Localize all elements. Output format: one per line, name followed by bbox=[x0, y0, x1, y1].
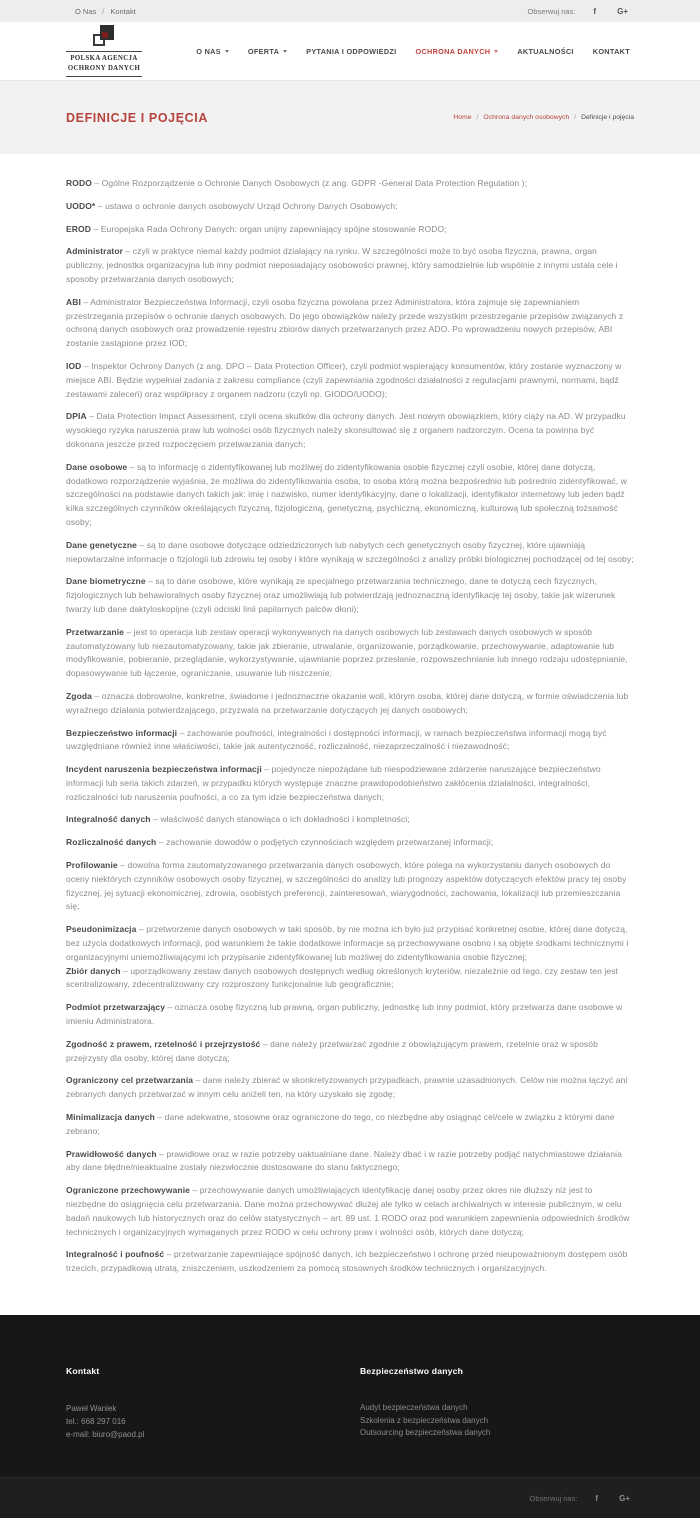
definition-paragraph bbox=[66, 626, 634, 681]
definition-text: – Inspektor Ochrony Danych (z ang. DPO – Data Protection Officer), czyli podmiot wspierający konsumentów, który zostanie wyznaczony w miejsce ABI. Będzie wypełniał zadania z zakresu compliance (czyli zapewniania zgodności działalności z regulacjami prawnymi, normami, bądź zestawami zaleceń) oraz współpracy z organem nadzoru (czyli np. GIODO/UODO); bbox=[66, 360, 622, 399]
definition-paragraph bbox=[66, 177, 634, 191]
definition-term: Administrator bbox=[66, 246, 124, 257]
definition-paragraph bbox=[66, 360, 634, 401]
topbar-link[interactable]: / Kontakt bbox=[96, 7, 136, 16]
definition-paragraph bbox=[66, 965, 634, 993]
chevron-down-icon bbox=[225, 50, 229, 53]
social-icons bbox=[593, 7, 628, 16]
definition-paragraph bbox=[66, 539, 634, 567]
definition-text: – oznacza osobę fizyczną lub prawną, organ publiczny, jednostkę lub inny podmiot, który przetwarza dane osobowe w imieniu Administratora. bbox=[66, 1002, 623, 1027]
definition-term: Rozliczalność danych bbox=[66, 837, 157, 848]
definition-term: Przetwarzanie bbox=[66, 626, 124, 637]
definition-paragraph bbox=[66, 461, 634, 530]
follow-label: Obserwuj nas: bbox=[527, 6, 576, 16]
definition-paragraph bbox=[66, 763, 634, 804]
definition-text: – czyli w praktyce niemal każdy podmiot działający na rynku. W szczególności może to być osoba fizyczna, prawna, organ publiczny, jednostka organizacyjna lub inny podmiot nieposiadający osobowości prawnej, który samodzielnie lub wspólnie z innymi ustala cele i sposoby przetwarzania danych osobowych; bbox=[66, 246, 618, 284]
definition-text: – przechowywanie danych umożliwiających identyfikację danej osoby przez okres nie dłuższy niż jest to niezbędne do osiągnięcia celu przetwarzania. Dane można przechowywać dłużej ale tylko w celach archiwalnych w interesie publicznym, w celu badań naukowych lub historycznych oraz do celów statystycznych – art. 89 ust. 1 RODO oraz pod warunkiem zapewnienia odpowiednich środków technicznych i organizacyjnych wymaganych przez RODO w celu ochrony praw i wolności osób, których dane dotyczą; bbox=[66, 1185, 630, 1237]
definition-term: Bezpieczeństwo informacji bbox=[66, 727, 178, 738]
footer-service-link[interactable]: Audyt bezpieczeństwa danych bbox=[360, 1403, 468, 1412]
definition-paragraph bbox=[66, 690, 634, 718]
follow-us bbox=[527, 7, 628, 16]
logo-mark-icon bbox=[91, 25, 117, 49]
definition-term: Profilowanie bbox=[66, 860, 118, 871]
logo-text-line2: OCHRONY DANYCH bbox=[67, 65, 141, 72]
definition-paragraph bbox=[66, 410, 634, 451]
footer-contact-column bbox=[66, 1366, 360, 1441]
chevron-down-icon bbox=[494, 50, 498, 53]
breadcrumb-item[interactable]: / Ochrona danych osobowych bbox=[472, 114, 570, 121]
definition-paragraph bbox=[66, 813, 634, 827]
definition-text: – są to dane osobowe, które wynikają ze specjalnego przetwarzania technicznego, dane te dotyczą cech fizycznych, fizjologicznych lub behawioralnych osoby fizycznej oraz umożliwiają lub potwierdzają jednoznaczną identyfikację tej osoby, takie jak wizerunek twarzy lub dane daktyloskopijne (czyli odciski linii papilarnych palców dłoni); bbox=[66, 576, 616, 614]
logo-text-line1: POLSKA AGENCJA bbox=[70, 55, 138, 63]
main-nav bbox=[196, 47, 630, 56]
definition-text: – dane adekwatne, stosowne oraz ograniczone do tego, co niezbędne aby osiągnąć cel/cele w związku z którymi dane zebrano; bbox=[66, 1112, 615, 1136]
footer-services-column bbox=[360, 1366, 634, 1441]
definition-term: Dane biometryczne bbox=[66, 576, 146, 587]
definitions-content bbox=[0, 154, 700, 1315]
site-footer bbox=[0, 1315, 700, 1477]
nav-item[interactable] bbox=[196, 47, 229, 56]
definition-text: – właściwość danych stanowiąca o ich dokładności i kompletności; bbox=[153, 814, 410, 825]
definition-text: – przetworzenie danych osobowych w taki sposób, by nie można ich było już przypisać konkretnej osobie, której dane dotyczą, bez użycia dodatkowych informacji, pod warunkiem że takie dodatkowe informacje są przechowywane osobno i są objęte środkami technicznymi i organizacyjnymi uniemożliwiającymi ich przypisanie zidentyfikowanej lub możliwej do zidentyfikowania osobie fizycznej; bbox=[66, 924, 629, 962]
nav-item[interactable] bbox=[593, 47, 630, 56]
definition-paragraph bbox=[66, 200, 634, 214]
definition-paragraph bbox=[66, 859, 634, 914]
definition-term: EROD bbox=[66, 223, 91, 234]
google-plus-icon[interactable]: G+ bbox=[617, 6, 628, 16]
definition-paragraph bbox=[66, 923, 634, 964]
definition-term: UODO* bbox=[66, 200, 96, 211]
site-header bbox=[0, 22, 700, 81]
definition-paragraph bbox=[66, 575, 634, 616]
definition-text: – zachowanie poufności, integralności i dostępności informacji, w ramach bezpieczeństwa informacji mogą być uwzględniane również inne właściwości, takie jak autentyczność, rozliczalność, niezaprzeczalność i niezawodność; bbox=[66, 727, 607, 752]
bottom-follow-label: Obserwuj nas: bbox=[529, 1493, 578, 1503]
footer-service-link[interactable]: Outsourcing bezpieczeństwa danych bbox=[360, 1428, 491, 1437]
nav-item[interactable] bbox=[517, 47, 573, 56]
nav-item-label: O NAS bbox=[196, 46, 221, 56]
definition-paragraph bbox=[66, 245, 634, 286]
nav-item[interactable] bbox=[248, 47, 287, 56]
chevron-down-icon bbox=[283, 50, 287, 53]
nav-item-label: KONTAKT bbox=[592, 46, 630, 56]
definition-term: Dane osobowe bbox=[66, 461, 128, 472]
definition-term: Incydent naruszenia bezpieczeństwa informacji bbox=[66, 764, 262, 775]
definition-text: – pojedyncze niepożądane lub niespodziewane zdarzenie naruszające bezpieczeństwo informacji lub seria takich zdarzeń, w przypadku których występuje znaczne prawdopodobieństwo zakłócenia działalności, integralności, rozliczalności lub naruszenia poufności, a co za tym idzie bezpieczeństwa danych; bbox=[66, 764, 601, 802]
logo-red-square bbox=[102, 32, 108, 38]
definition-paragraph bbox=[66, 1184, 634, 1239]
contact-name: Paweł Waniek bbox=[66, 1404, 117, 1413]
facebook-icon[interactable]: f bbox=[595, 1493, 599, 1503]
contact-email[interactable]: e-mail: biuro@paod.pl bbox=[66, 1430, 145, 1439]
definition-text: – dowolna forma zautomatyzowanego przetwarzania danych osobowych, które polega na wykorzystaniu danych osobowych do oceny niektórych czynników osobowych osoby fizycznej, w szczególności do analizy lub prognozy aspektów dotyczących efektów pracy tej osoby fizycznej, jej sytuacji ekonomicznej, zdrowia, osobistych preferencji, zainteresowań, wiarygodności, zachowania, lokalizacji lub przemieszczania się; bbox=[66, 860, 627, 912]
definition-term: Ograniczone przechowywanie bbox=[66, 1185, 190, 1196]
definition-text: – przetwarzanie zapewniające spójność danych, ich bezpieczeństwo i ochronę przed nieupoważnionym dostępem osób trzecich, przypadkową utratą, zniszczeniem, uszkodzeniem za pomocą stosownych środków technicznych i organizacyjnych. bbox=[66, 1249, 628, 1274]
top-bar bbox=[0, 0, 700, 22]
definition-text: – Data Protection Impact Assessment, czyli ocena skutków dla ochrony danych. Jest nowym obowiązkiem, który ciąży na AD. W przypadku wysokiego ryzyka naruszenia praw lub wolności osób fizycznych należy skonsultować się z organem nadzorczym. Ocena ta powinna być dokonana jeszcze przed rozpoczęciem przetwarzania danych; bbox=[66, 411, 626, 449]
site-logo[interactable] bbox=[66, 25, 142, 77]
definition-term: Integralność danych bbox=[66, 814, 151, 825]
breadcrumb bbox=[453, 114, 634, 121]
definition-text: – jest to operacja lub zestaw operacji wykonywanych na danych osobowych lub zestawach danych osobowych w sposób zautomatyzowany lub niezautomatyzowany, takie jak zbieranie, utrwalanie, organizowanie, porządkowanie, przechowywanie, adaptowanie lub modyfikowanie, pobieranie, przeglądanie, wykorzystywanie, ujawnianie poprzez przesłanie, rozpowszechnianie lub innego rodzaju udostępnianie, dopasowywanie lub łączenie, ograniczanie, usuwanie lub niszczenie; bbox=[66, 626, 628, 679]
nav-item-label: AKTUALNOŚCI bbox=[517, 46, 574, 56]
definition-text: – ustawa o ochronie danych osobowych/ Urząd Ochrony Danych Osobowych; bbox=[97, 200, 398, 211]
definition-paragraph bbox=[66, 1074, 634, 1102]
definition-term: ABI bbox=[66, 296, 81, 307]
facebook-icon[interactable]: f bbox=[593, 6, 597, 16]
breadcrumb-item[interactable]: / Definicje i pojęcia bbox=[569, 114, 634, 121]
definition-paragraph bbox=[66, 1038, 634, 1066]
topbar-links bbox=[75, 7, 136, 16]
definition-text: – są to informację o zidentyfikowanej lub możliwej do zidentyfikowania osobie fizycznej czyli osobie, której dane dotyczą, dodatkowo rozporządzenie wyjaśnia, że możliwa do zidentyfikowania osoba, to osoba którą można bezpośrednio lub pośrednio zidentyfikować, w szczególności na podstawie danych takich jak: imię i nazwisko, numer identyfikacyjny, dane o lokalizacji, identyfikator internetowy lub jeden bądź kilka szczególnych czynników określających fizyczną, fizjologiczną, genetyczną, psychiczną, ekonomiczną, kulturową lub społeczną tożsamość osoby; bbox=[66, 461, 627, 527]
nav-item[interactable] bbox=[306, 47, 396, 56]
footer-service-link[interactable]: Szkolenia z bezpieczeństwa danych bbox=[360, 1415, 489, 1425]
definition-term: Zgoda bbox=[66, 690, 92, 701]
definition-text: – Administrator Bezpieczeństwa Informacji, czyli osoba fizyczna powołana przez Administratora, która zajmuje się zapewnianiem przestrzegania przepisów o ochronie danych osobowych. Do jego obowiązków należy przede wszystkim przestrzeganie przepisów związanych z ochroną danych osobowych oraz prowadzenie rejestru zbiorów danych przetwarzanych przez ADO. Po wprowadzeniu nowych przepisów, ABI zostanie zastąpione przez IOD; bbox=[66, 296, 624, 349]
page-title: DEFINICJE I POJĘCIA bbox=[66, 110, 208, 125]
definition-term: Ograniczony cel przetwarzania bbox=[66, 1075, 194, 1086]
definition-text: – Europejska Rada Ochrony Danych: organ unijny zapewniający spójne stosowanie RODO; bbox=[93, 223, 447, 234]
definition-paragraph bbox=[66, 1248, 634, 1276]
definition-term: IOD bbox=[66, 360, 82, 371]
google-plus-icon[interactable]: G+ bbox=[619, 1493, 630, 1503]
definition-paragraph bbox=[66, 836, 634, 850]
definition-paragraph bbox=[66, 727, 634, 755]
definition-term: Prawidłowość danych bbox=[66, 1148, 157, 1159]
nav-item-label: OCHRONA DANYCH bbox=[415, 46, 491, 56]
definition-term: Podmiot przetwarzający bbox=[66, 1002, 166, 1013]
definition-text: – są to dane osobowe dotyczące odziedziczonych lub nabytych cech genetycznych osoby fizycznej, które ujawniają niepowtarzalne informacje o fizjologii lub zdrowiu tej osoby i które wynikają w szczególności z analizy próbki biologicznej pochodzącej od tej osoby; bbox=[66, 539, 634, 564]
bottom-bar bbox=[0, 1477, 700, 1518]
definition-term: Zbiór danych bbox=[66, 965, 121, 976]
footer-service-links bbox=[360, 1402, 634, 1440]
definition-text: – prawidłowe oraz w razie potrzeby uaktualniane dane. Należy dbać i w razie potrzeby podjąć natychmiastowe działania aby dane błędne/nieaktualne zostały niezwłocznie dostosowane do stanu faktycznego; bbox=[66, 1148, 622, 1173]
breadcrumb-item[interactable]: Home bbox=[453, 114, 472, 121]
nav-item[interactable] bbox=[415, 47, 498, 56]
bottom-follow-us bbox=[529, 1494, 630, 1503]
definition-text: – uporządkowany zestaw danych osobowych dostępnych według określonych kryteriów, niezależnie od tego, czy zestaw ten jest scentralizowany, zdecentralizowany czy rozproszony funkcjonalnie lub geograficznie; bbox=[66, 965, 619, 990]
logo-text bbox=[66, 51, 142, 77]
definition-text: – Ogólne Rozporządzenie o Ochronie Danych Osobowych (z ang. GDPR -General Data Protection Regulation ); bbox=[94, 178, 528, 188]
definition-text: – dane należy zbierać w skonkretyzowanych przypadkach, prawnie uzasadnionych. Celów nie można łączyć ani zebranych danych przetwarzać w innym celu aniżeli ten, na który uzyskało się zgodę; bbox=[66, 1075, 628, 1100]
definition-term: RODO bbox=[66, 178, 92, 188]
definition-term: Zgodność z prawem, rzetelność i przejrzystość bbox=[66, 1038, 261, 1049]
definition-term: Minimalizacja danych bbox=[66, 1112, 155, 1123]
definition-paragraph bbox=[66, 1148, 634, 1176]
bottom-social-icons bbox=[595, 1494, 630, 1503]
definition-paragraph bbox=[66, 1001, 634, 1029]
nav-item-label: PYTANIA I ODPOWIEDZI bbox=[306, 46, 397, 56]
definition-paragraph bbox=[66, 1111, 634, 1139]
footer-contact-heading: Kontakt bbox=[66, 1366, 100, 1376]
definition-term: DPIA bbox=[66, 411, 87, 422]
topbar-link[interactable]: O Nas bbox=[75, 6, 97, 16]
definition-term: Dane genetyczne bbox=[66, 539, 137, 550]
definition-term: Pseudonimizacja bbox=[66, 924, 137, 935]
footer-services-heading: Bezpieczeństwo danych bbox=[360, 1366, 464, 1376]
definition-paragraph bbox=[66, 223, 634, 237]
definition-text: – zachowanie dowodów o podjętych czynnościach względem przetwarzanej informacji; bbox=[158, 837, 494, 848]
contact-phone: tel.: 668 297 016 bbox=[66, 1417, 126, 1426]
definition-text: – oznacza dobrowolne, konkretne, świadome i jednoznaczne okazanie woli, którym osoba, której dane dotyczą, w formie oświadczenia lub wyraźnego działania potwierdzającego, przyzwala na przetwarzanie dotyczących jej danych osobowych; bbox=[66, 690, 629, 715]
page-head bbox=[0, 81, 700, 154]
definition-paragraph bbox=[66, 296, 634, 351]
definition-text: – dane należy przetwarzać zgodnie z obowiązującym prawem, rzetelnie oraz w sposób przejrzysty dla osoby, której dane dotyczą; bbox=[66, 1038, 598, 1063]
definition-term: Integralność i poufność bbox=[66, 1249, 165, 1260]
nav-item-label: OFERTA bbox=[247, 46, 280, 56]
